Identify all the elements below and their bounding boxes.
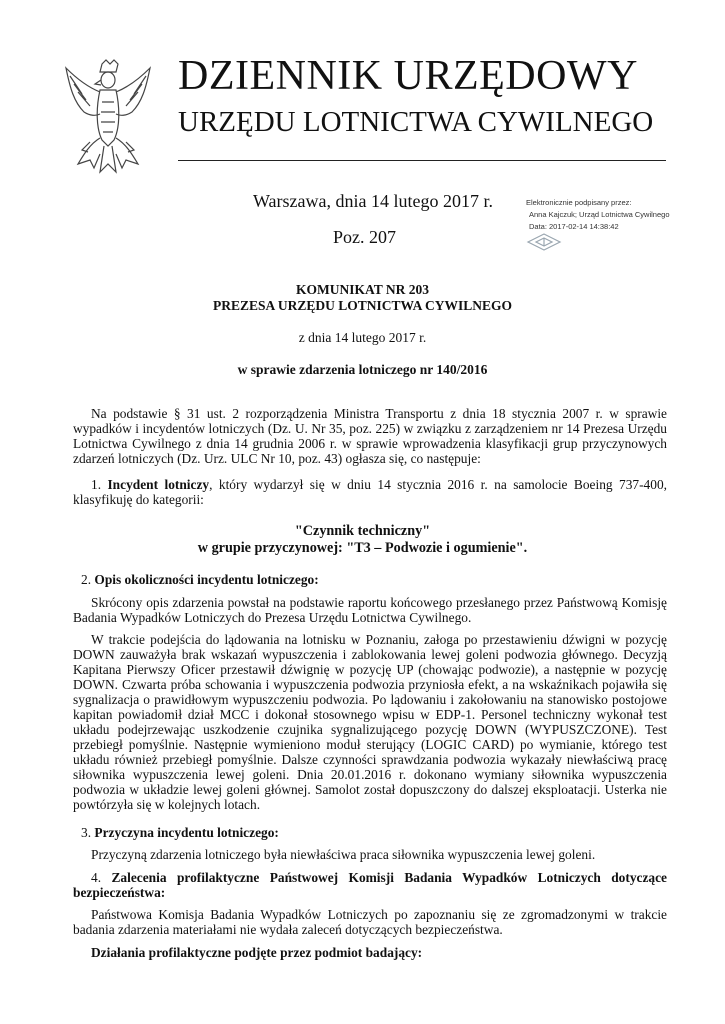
item-3-heading (81, 825, 279, 841)
category-line-1: "Czynnik techniczny" (294, 523, 431, 539)
electronic-signature (526, 197, 670, 233)
item-3-paragraph: Przyczyną zdarzenia lotniczego była niewłaściwa praca siłownika wypuszczenia lewej goleni. (91, 847, 596, 862)
item-1-label: Incydent lotniczy (107, 477, 210, 492)
item-1-paragraph (73, 477, 667, 507)
position-number: Poz. 207 (333, 227, 396, 247)
signature-stamp-icon (526, 232, 562, 252)
journal-subtitle: URZĘDU LOTNICTWA CYWILNEGO (178, 106, 654, 138)
item-1-number: 1. (91, 477, 102, 492)
item-3-label: Przyczyna incydentu lotniczego: (94, 825, 279, 840)
item-3-number: 3. (81, 825, 92, 840)
document-date: z dnia 14 lutego 2017 r. (298, 330, 427, 345)
journal-title: DZIENNIK URZĘDOWY (178, 53, 638, 99)
item-2-heading (81, 572, 319, 588)
category-line-2: w grupie przyczynowej: "T3 – Podwozie i ogumienie". (197, 540, 528, 556)
actions-heading (91, 945, 422, 961)
item-2-paragraph-1: Skrócony opis zdarzenia powstał na podstawie raportu końcowego przesłanego przez Państwową Komisję Badania Wypadków Lotniczych do Prezesa Urzędu Lotnictwa Cywilnego. (73, 595, 667, 625)
item-4-label: Zalecenia profilaktyczne Państwowej Komisji Badania Wypadków Lotniczych dotyczące bezpieczeństwa: (73, 870, 667, 900)
item-4-number: 4. (91, 870, 102, 885)
item-2-number: 2. (81, 572, 92, 587)
publication-date: Warszawa, dnia 14 lutego 2017 r. (253, 191, 493, 211)
polish-eagle-emblem-icon (60, 58, 156, 176)
preamble-paragraph: Na podstawie § 31 ust. 2 rozporządzenia Ministra Transportu z dnia 18 stycznia 2007 r. w sprawie wypadków i incydentów lotniczych (Dz. U. Nr 35, poz. 225) w związku z zarządzeniem nr 14 Prezesa Urzędu Lotnictwa Cywilnego z dnia 14 grudnia 2006 r. w sprawie wprowadzenia klasyfikacji grup przyczynowych zdarzeń lotniczych (Dz. Urz. ULC Nr 10, poz. 43) ogłasza się, co następuje: (73, 406, 667, 466)
item-4-heading (73, 870, 667, 900)
item-2-label: Opis okoliczności incydentu lotniczego: (94, 572, 319, 587)
document-subject: w sprawie zdarzenia lotniczego nr 140/2016 (237, 362, 488, 377)
signature-line-3: Data: 2017-02-14 14:38:42 (529, 222, 619, 231)
document-heading-1: KOMUNIKAT NR 203 (295, 282, 429, 297)
item-2-paragraph-2: W trakcie podejścia do lądowania na lotnisku w Poznaniu, załoga po przestawieniu dźwigni w pozycję DOWN zauważyła brak wskazań wypuszczenia i zablokowania lewej goleni podwozia głównego. Decyzją Kapitana Pierwszy Oficer przestawił dźwignię w pozycję UP (chowając podwozie), a następnie w pozycję DOWN. Czwarta próba schowania i wypuszczenia podwozia przyniosła efekt, a na wskaźnikach pojawiła się sygnalizacja o prawidłowym wypuszczeniu podwozia. Po lądowaniu i zakołowaniu na stanowisko postojowe kapitan powiadomił dział MCC i dokonał stosownego wpisu w EDP-1. Personel techniczny wykonał test układu podejrzewając uszkodzenie czujnika sygnalizującego pozycję DOWN (WYPUSZCZONE). Test przebiegł pomyślnie. Następnie wymieniono moduł sterujący (LOGIC CARD) po wymianie, którego test układu również przebiegł pomyślnie. Dalsze czynności sprawdzania podwozia wykazały niewłaściwą pracę siłownika wypuszczenia lewej goleni. Dnia 20.01.2016 r. dokonano wymiany siłownika wypuszczenia podwozia w układzie lewej goleni głównej. Samolot został dopuszczony do dalszej eksploatacji. Usterka nie powtórzyła się w kolejnych lotach. (73, 632, 667, 812)
item-1-text: , który wydarzył się w dniu 14 stycznia 2016 r. na samolocie Boeing 737-400, klasyfikuję do kategorii: (73, 477, 667, 507)
actions-label: Działania profilaktyczne podjęte przez podmiot badający: (91, 945, 423, 960)
signature-line-2: Anna Kajczuk; Urząd Lotnictwa Cywilnego (529, 210, 670, 219)
item-4-paragraph: Państwowa Komisja Badania Wypadków Lotniczych po zapoznaniu się ze zgromadzonymi w trakcie badania zdarzenia materiałami nie wydała zaleceń dotyczących bezpieczeństwa. (73, 907, 667, 937)
signature-line-1: Elektronicznie podpisany przez: (526, 198, 632, 207)
header-divider (178, 160, 666, 161)
document-heading-2: PREZESA URZĘDU LOTNICTWA CYWILNEGO (213, 298, 512, 313)
